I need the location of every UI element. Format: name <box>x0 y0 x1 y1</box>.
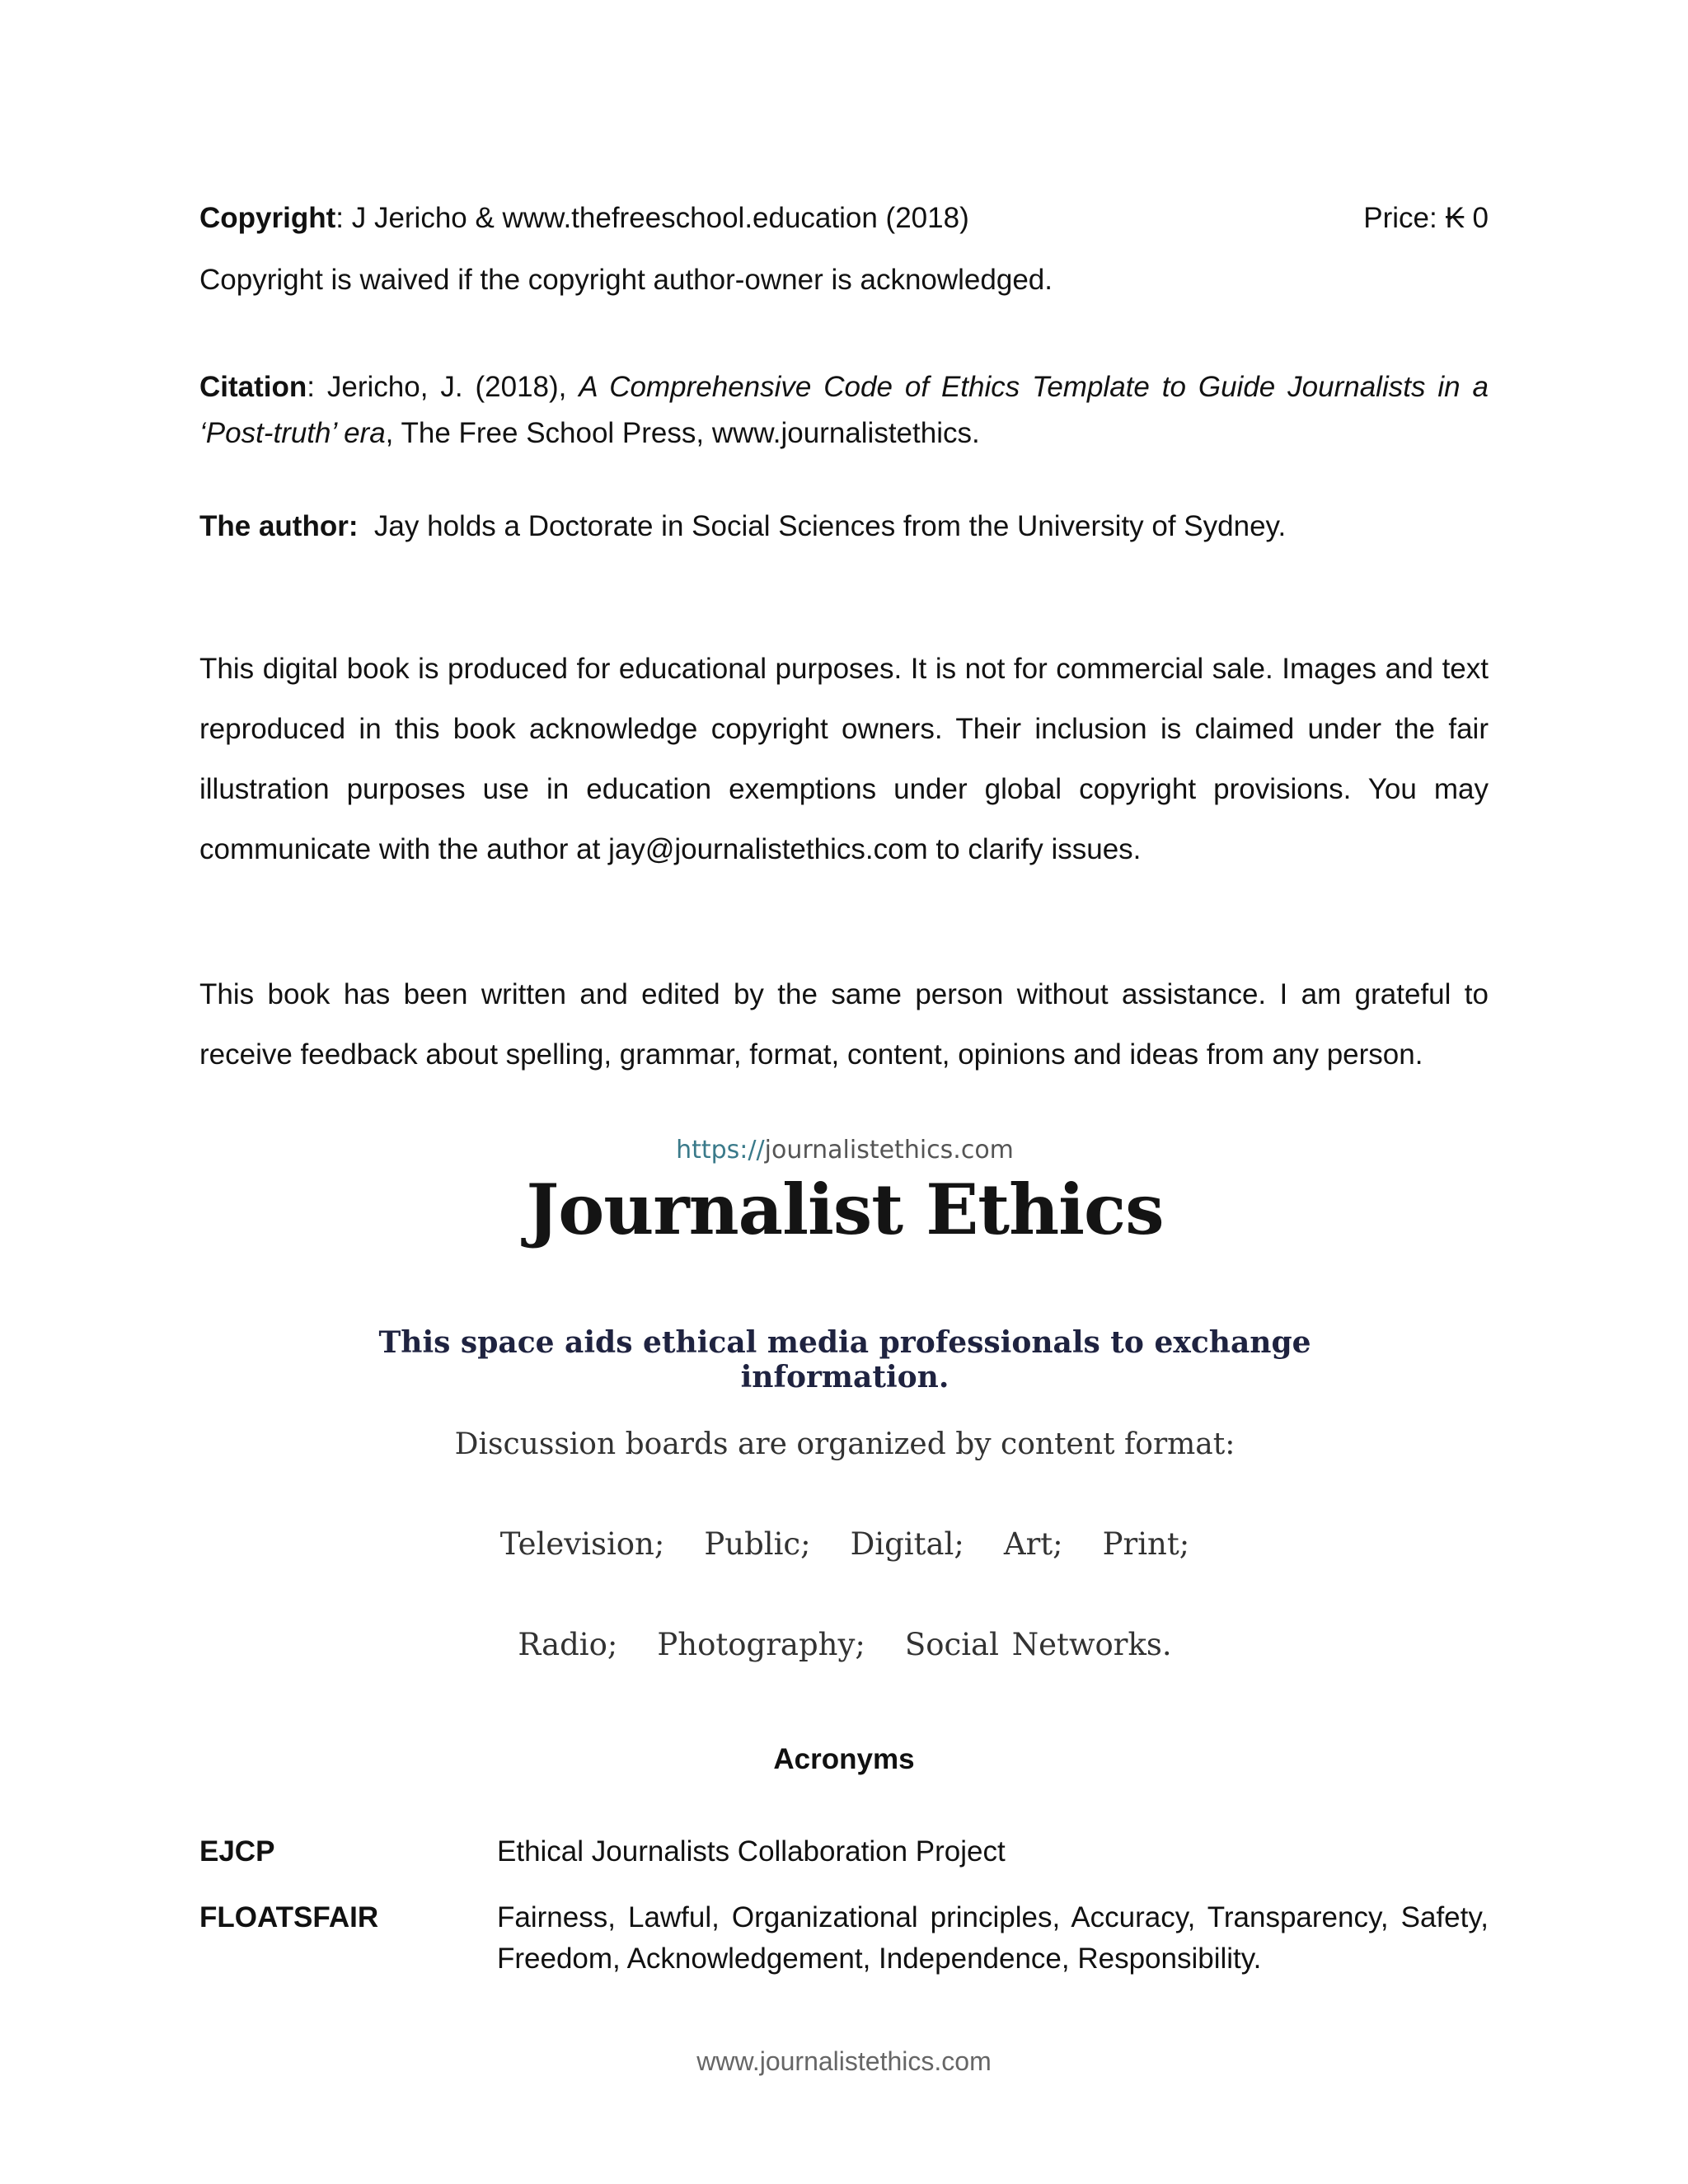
acronyms-heading: Acronyms <box>773 1743 915 1775</box>
format-radio: Radio; <box>518 1627 618 1662</box>
author-line <box>199 506 1489 547</box>
copyright-label: Copyright <box>199 202 336 234</box>
paragraph-feedback: This book has been written and edited by the same person without assistance. I am grateful to receive feedback about spelling, grammar, format, content, opinions and ideas from any person. <box>199 978 1489 1071</box>
acronym-term: EJCP <box>199 1835 275 1868</box>
format-art: Art; <box>1003 1526 1063 1562</box>
format-print: Print; <box>1102 1526 1190 1562</box>
format-public: Public; <box>704 1526 811 1562</box>
format-photography: Photography; <box>657 1627 865 1662</box>
citation <box>199 364 1489 457</box>
acronym-definition: Ethical Journalists Collaboration Project <box>497 1835 1006 1868</box>
banner-title: Journalist Ethics <box>526 1169 1164 1250</box>
acronym-term: FLOATSFAIR <box>199 1901 379 1933</box>
format-social-networks: Social Networks. <box>904 1627 1172 1662</box>
banner-url <box>288 1136 1401 1165</box>
format-digital: Digital; <box>850 1526 964 1562</box>
footer-url: www.journalistethics.com <box>696 2046 992 2076</box>
banner-formats-row-1 <box>288 1526 1401 1562</box>
banner-formats-row-2 <box>288 1627 1401 1662</box>
format-television: Television; <box>499 1526 665 1562</box>
copyright-waiver: Copyright is waived if the copyright author-owner is acknowledged. <box>199 264 1053 296</box>
copyright-text: : J Jericho & www.thefreeschool.education (2018) <box>335 202 969 234</box>
banner-tagline: This space aids ethical media professionals to exchange information. <box>378 1325 1311 1394</box>
citation-title: A Comprehensive Code of Ethics Template to Guide Journalists in a ‘Post-truth’ era <box>199 371 1489 449</box>
banner-boards-intro: Discussion boards are organized by content format: <box>454 1427 1236 1461</box>
citation-prefix: : Jericho, J. (2018), <box>307 371 579 403</box>
banner-url-scheme: https:// <box>676 1136 765 1165</box>
author-text: Jay holds a Doctorate in Social Sciences from the University of Sydney. <box>358 510 1287 542</box>
price: Price: ₭ 0 <box>1363 202 1489 234</box>
banner-url-host: journalistethics.com <box>764 1136 1014 1165</box>
acronym-definition: Fairness, Lawful, Organizational principles, Accuracy, Transparency, Safety, Freedom, Acknowledgement, Independence, Responsibility. <box>497 1901 1489 1975</box>
journalist-ethics-banner <box>288 1121 1401 1690</box>
copyright-line <box>199 198 1489 239</box>
paragraph-educational: This digital book is produced for educational purposes. It is not for commercial sale. Images and text reproduced in this book acknowledge copyright owners. Their inclusion is claimed under the fair illustration purposes use in education exemptions under global copyright provisions. You may communicate with the author at jay@journalistethics.com to clarify issues. <box>199 653 1489 865</box>
citation-suffix: , The Free School Press, www.journalistethics. <box>385 417 980 449</box>
citation-label: Citation <box>199 371 307 403</box>
author-label: The author: <box>199 510 359 542</box>
